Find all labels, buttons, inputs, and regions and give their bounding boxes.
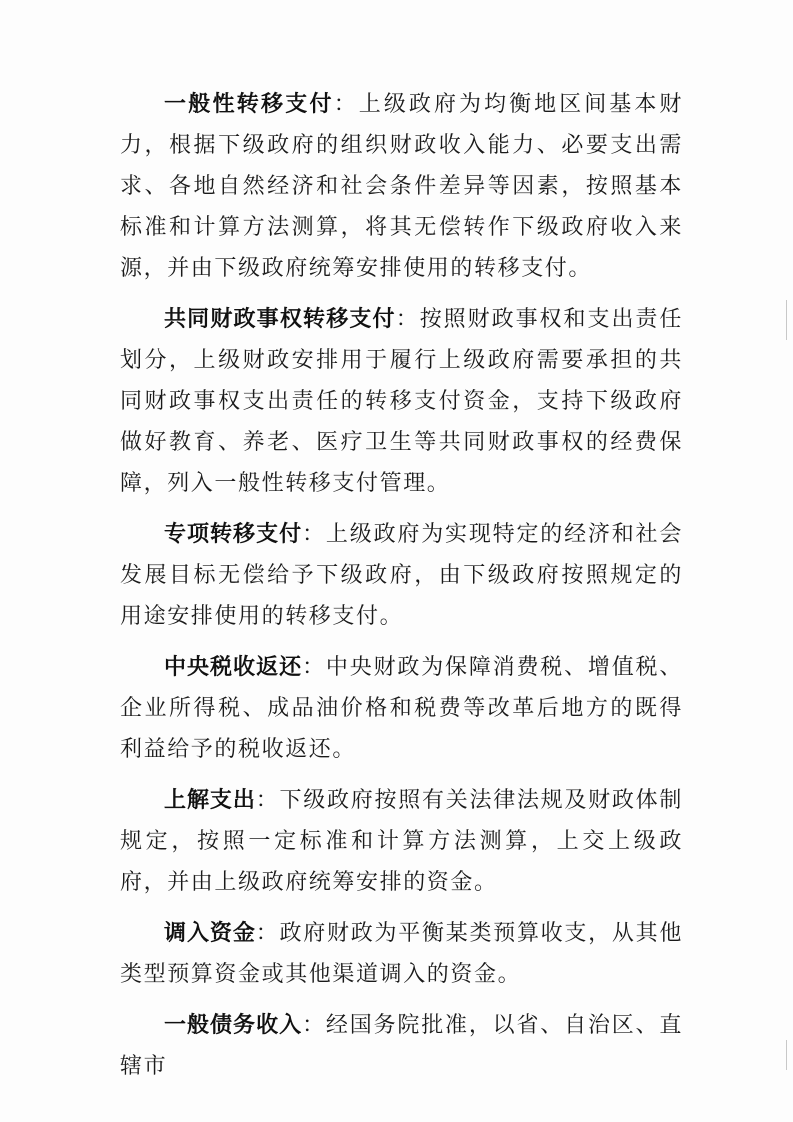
definition-term: 一般性转移支付 [164, 92, 334, 117]
definition-paragraph [120, 84, 683, 289]
definition-paragraph [120, 299, 683, 504]
definition-text: ：政府财政为平衡某类预算收支，从其他类型预算资金或其他渠道调入的资金。 [120, 921, 683, 987]
definition-term: 调入资金 [164, 921, 256, 946]
definition-text: ：按照财政事权和支出责任划分，上级财政安排用于履行上级政府需要承担的共同财政事权支出责任的转移支付资金，支持下级政府做好教育、养老、医疗卫生等共同财政事权的经费保障，列入一般性转移支付管理。 [120, 307, 683, 496]
definition-paragraph [120, 780, 683, 903]
definition-text: ：上级政府为均衡地区间基本财力，根据下级政府的组织财政收入能力、必要支出需求、各地自然经济和社会条件差异等因素，按照基本标准和计算方法测算，将其无偿转作下级政府收入来源，并由下级政府统筹安排使用的转移支付。 [120, 92, 683, 281]
definition-term: 专项转移支付 [164, 522, 303, 547]
definition-term: 中央税收返还 [164, 655, 303, 680]
definition-paragraph [120, 647, 683, 770]
document-body [120, 84, 683, 1097]
definition-term: 一般债务收入 [164, 1013, 303, 1038]
definition-text: ：经国务院批准，以省、自治区、直辖市 [120, 1013, 683, 1079]
definition-paragraph [120, 514, 683, 637]
scan-edge-mark [786, 1040, 787, 1070]
definition-paragraph [120, 913, 683, 995]
definition-paragraph [120, 1005, 683, 1087]
definition-term: 上解支出 [164, 788, 256, 813]
definition-text: ：下级政府按照有关法律法规及财政体制规定，按照一定标准和计算方法测算，上交上级政府，并由上级政府统筹安排的资金。 [120, 788, 683, 895]
scan-edge-mark [786, 300, 787, 340]
definition-term: 共同财政事权转移支付 [164, 307, 396, 332]
definition-text: ：上级政府为实现特定的经济和社会发展目标无偿给予下级政府，由下级政府按照规定的用途安排使用的转移支付。 [120, 522, 683, 629]
definition-text: ：中央财政为保障消费税、增值税、企业所得税、成品油价格和税费等改革后地方的既得利益给予的税收返还。 [120, 655, 683, 762]
